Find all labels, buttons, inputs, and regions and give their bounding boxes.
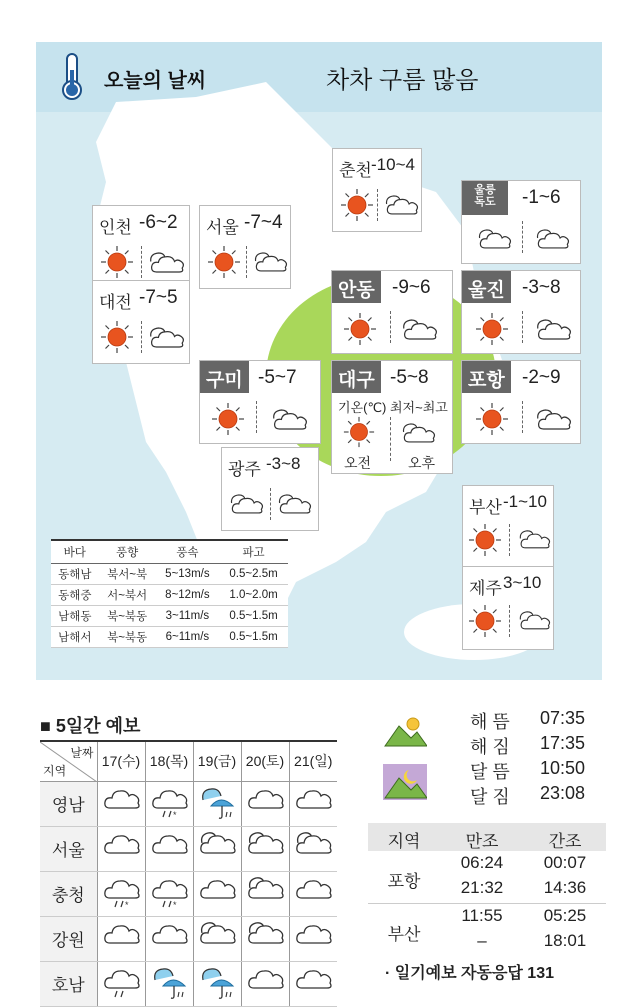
sea-cell: 3~11m/s: [156, 605, 219, 626]
city-temp: -1~6: [522, 187, 561, 208]
cloud-sun-icon: [383, 191, 419, 217]
sunset-label: 해 짐: [470, 737, 510, 757]
card-daegu: [331, 360, 453, 474]
cloud-icon: [97, 826, 145, 871]
cloud-sun-icon: [147, 248, 185, 275]
city-temp: -9~6: [392, 277, 431, 298]
sea-cell: 0.5~2.5m: [219, 563, 288, 584]
cloud-icon: [193, 871, 241, 916]
cloud-sun-rain-icon: [193, 781, 241, 826]
tide-header: 지역: [387, 832, 421, 851]
cloud-sun-icon: [534, 315, 572, 342]
page-title: 오늘의 날씨: [104, 70, 207, 92]
city-temp: -5~7: [258, 367, 297, 388]
city-temp: 3~10: [503, 573, 542, 592]
sea-cell: 0.5~1.5m: [219, 605, 288, 626]
cloud-sun-icon: [147, 323, 185, 350]
sun-icon: [206, 244, 242, 280]
card-busan: [462, 485, 554, 569]
city-badge: 구미: [200, 361, 249, 393]
card-uljin: [461, 270, 581, 354]
cloud-sun-icon: [289, 826, 337, 871]
pm-label: 오후: [408, 455, 436, 471]
table-row: [51, 563, 288, 584]
cloud-icon: [289, 961, 337, 1006]
sea-cell: 서~북서: [99, 584, 156, 605]
day-header: 18(목): [145, 741, 193, 781]
card-chuncheon: [332, 148, 422, 232]
cloud-rain-snow-icon: [145, 781, 193, 826]
day-header: 17(수): [97, 741, 145, 781]
tide-low-2: 14:36: [543, 878, 587, 897]
svg-text:*: *: [173, 900, 177, 910]
cloud-icon: [241, 781, 289, 826]
tide-region: 포항: [387, 872, 421, 891]
region-name: 호남: [40, 961, 97, 1006]
cloud-icon: [289, 781, 337, 826]
city-name: 대전: [99, 293, 132, 312]
city-temp: -5~8: [390, 367, 429, 388]
tide-header-row: [368, 823, 606, 851]
card-andong: [331, 270, 453, 354]
footer-hotline: · 일기예보 자동응답 131: [385, 965, 555, 982]
tide-region: 부산: [387, 925, 421, 944]
cloud-sun-icon: [228, 490, 264, 516]
sun-icon: [467, 522, 503, 558]
sun-icon: [474, 401, 510, 437]
cloud-icon: [241, 961, 289, 1006]
svg-text:*: *: [173, 810, 177, 820]
sun-icon: [474, 311, 510, 347]
sun-icon: [467, 603, 503, 639]
city-temp: -3~8: [266, 454, 301, 473]
city-temp: -10~4: [371, 155, 415, 174]
tide-low-2: 18:01: [543, 931, 587, 950]
cloud-sun-icon: [400, 315, 438, 342]
table-row: [40, 916, 337, 961]
tide-header: 만조: [465, 832, 499, 851]
tide-high-2: 21:32: [460, 878, 504, 897]
cloud-icon: [97, 916, 145, 961]
corner-header: [40, 741, 97, 781]
card-pohang: [461, 360, 581, 444]
sea-cell: 동해중: [51, 584, 99, 605]
cloud-rain-icon: [97, 961, 145, 1006]
card-ulleung: [461, 180, 581, 264]
tide-row: [368, 903, 606, 955]
table-row: [51, 605, 288, 626]
cloud-icon: [145, 916, 193, 961]
sea-cell: 0.5~1.5m: [219, 626, 288, 647]
table-row: [51, 626, 288, 647]
temp-legend: 기온(℃) 최저~최고: [338, 400, 448, 415]
cloud-sun-icon: [193, 826, 241, 871]
cloud-sun-icon: [534, 225, 570, 251]
city-name: 서울: [206, 218, 239, 237]
cloud-sun-icon: [517, 526, 551, 551]
cloud-sun-icon: [270, 405, 308, 432]
sun-icon: [342, 311, 378, 347]
sea-cell: 5~13m/s: [156, 563, 219, 584]
sunrise-row: [470, 708, 586, 734]
moonset-row: [470, 783, 586, 809]
card-gwangju: [221, 447, 319, 531]
cloud-icon: [145, 826, 193, 871]
city-temp: -1~10: [503, 492, 547, 511]
moonset-label: 달 짐: [470, 787, 510, 807]
cloud-sun-icon: [276, 490, 312, 516]
corner-date-label: 날짜: [70, 746, 94, 760]
sea-cell: 8~12m/s: [156, 584, 219, 605]
sea-header: 파고: [219, 541, 288, 563]
card-incheon: [92, 205, 190, 289]
cloud-sun-icon: [252, 248, 288, 274]
sea-cell: 북서~북: [99, 563, 156, 584]
city-name: 광주: [228, 460, 261, 479]
card-jeju: [462, 566, 554, 650]
card-gumi: [199, 360, 321, 444]
table-row: [51, 584, 288, 605]
card-seoul: [199, 205, 291, 289]
city-badge: 포항: [462, 361, 511, 393]
sea-cell: 남해동: [51, 605, 99, 626]
table-row: [40, 871, 337, 916]
sea-conditions-table: [51, 539, 288, 648]
city-name: 춘천: [339, 161, 372, 180]
sun-icon: [99, 244, 135, 280]
tide-header: 간조: [548, 832, 582, 851]
cloud-sun-rain-icon: [193, 961, 241, 1006]
city-badge: 대구: [332, 361, 381, 393]
city-temp: -3~8: [522, 277, 561, 298]
moonset-time: 23:08: [540, 783, 586, 803]
tide-high-2: –: [477, 931, 487, 950]
city-name: 제주: [469, 579, 502, 598]
cloud-sun-icon: [517, 607, 551, 632]
sea-cell: 6~11m/s: [156, 626, 219, 647]
cloud-rain-snow-icon: [97, 871, 145, 916]
forecast-title: ■ 5일간 예보: [40, 716, 141, 736]
city-name: 부산: [469, 498, 502, 517]
sea-cell: 북~북동: [99, 626, 156, 647]
table-row: [40, 826, 337, 871]
five-day-forecast-table: [40, 740, 337, 1007]
cloud-sun-icon: [476, 225, 512, 251]
cloud-sun-rain-icon: [145, 961, 193, 1006]
day-header: 20(토): [241, 741, 289, 781]
moon-mountain-icon: [383, 764, 427, 800]
cloud-icon: [289, 871, 337, 916]
city-temp: -2~9: [522, 367, 561, 388]
cloud-sun-icon: [193, 916, 241, 961]
tide-low-1: 05:25: [543, 906, 587, 925]
city-name: 인천: [99, 218, 132, 237]
table-row: [40, 961, 337, 1006]
cloud-sun-icon: [534, 405, 572, 432]
cloud-sun-icon: [241, 826, 289, 871]
condition-summary: 차차 구름 많음: [326, 67, 479, 94]
city-temp: -7~5: [139, 287, 178, 308]
svg-text:*: *: [125, 900, 129, 910]
tide-low-1: 00:07: [543, 853, 587, 872]
sea-cell: 1.0~2.0m: [219, 584, 288, 605]
day-header: 19(금): [193, 741, 241, 781]
sea-cell: 북~북동: [99, 605, 156, 626]
sun-icon: [342, 415, 376, 449]
sunrise-time: 07:35: [540, 708, 586, 728]
city-badge: 울진: [462, 271, 511, 303]
region-name: 강원: [40, 916, 97, 961]
sun-icon: [210, 401, 246, 437]
region-name: 서울: [40, 826, 97, 871]
table-row: [40, 781, 337, 826]
sun-icon: [99, 319, 135, 355]
tide-row: [368, 851, 606, 903]
cloud-rain-snow-icon: [145, 871, 193, 916]
sea-header: 바다: [51, 541, 99, 563]
sun-icon: [339, 187, 375, 223]
day-header: 21(일): [289, 741, 337, 781]
tide-high-1: 06:24: [460, 853, 504, 872]
sun-mountain-icon: [383, 712, 427, 748]
sea-header: 풍향: [99, 541, 156, 563]
cloud-icon: [289, 916, 337, 961]
moonrise-row: [470, 758, 586, 784]
cloud-sun-icon: [400, 419, 436, 445]
sea-header: 풍속: [156, 541, 219, 563]
sea-cell: 남해서: [51, 626, 99, 647]
region-name: 영남: [40, 781, 97, 826]
sunset-row: [470, 733, 586, 759]
cloud-sun-icon: [241, 916, 289, 961]
city-temp: -6~2: [139, 212, 178, 233]
tide-high-1: 11:55: [461, 906, 503, 925]
cloud-icon: [97, 781, 145, 826]
moonrise-time: 10:50: [540, 758, 586, 778]
cloud-sun-icon: [241, 871, 289, 916]
region-name: 충청: [40, 871, 97, 916]
city-badge: 안동: [332, 271, 381, 303]
sunset-time: 17:35: [540, 733, 586, 753]
card-daejeon: [92, 280, 190, 364]
sunrise-label: 해 뜸: [470, 712, 510, 732]
corner-region-label: 지역: [43, 763, 67, 778]
city-temp: -7~4: [244, 212, 283, 233]
am-label: 오전: [344, 455, 372, 471]
city-badge: 울릉 독도: [462, 181, 508, 215]
moonrise-label: 달 뜸: [470, 762, 510, 782]
sea-cell: 동해남: [51, 563, 99, 584]
tide-table: [368, 823, 606, 955]
